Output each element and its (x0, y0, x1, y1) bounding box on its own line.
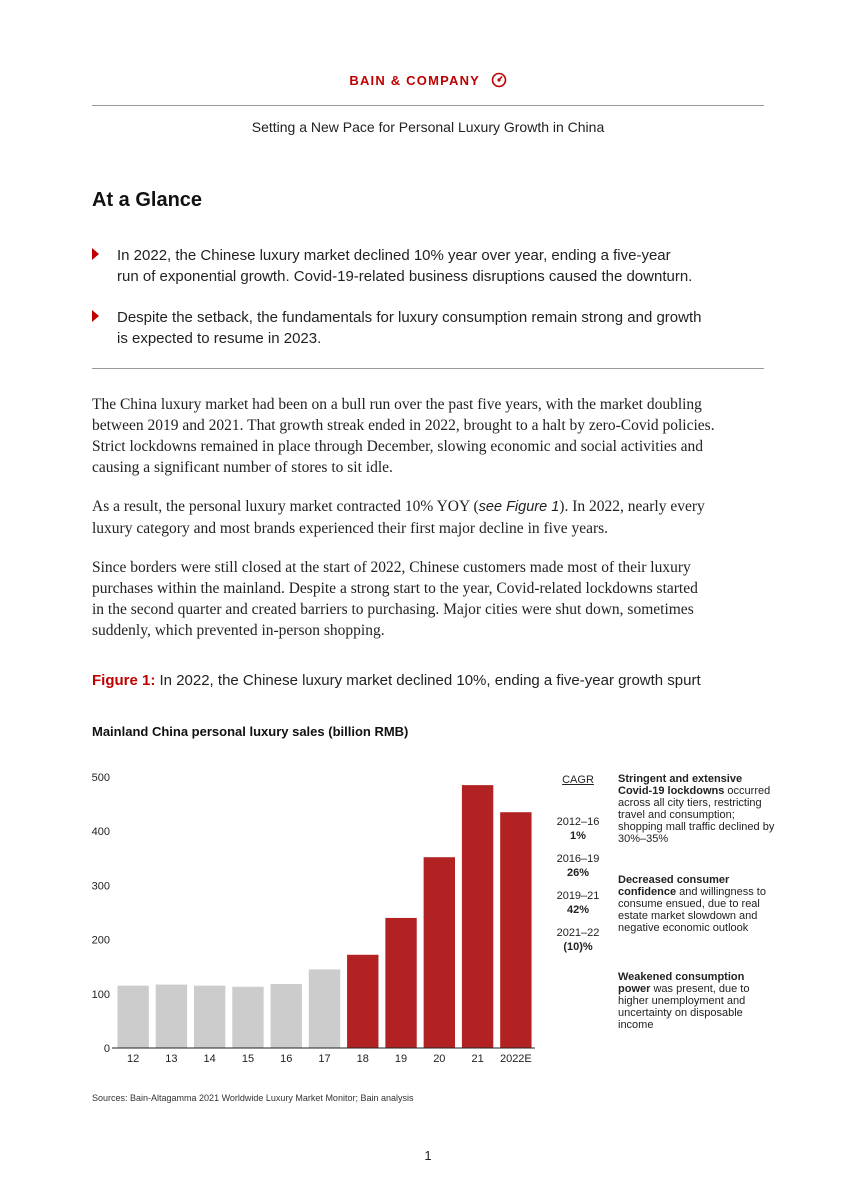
bar-2022E (500, 812, 531, 1048)
note-heading: Decreased consumer confidence (618, 874, 730, 898)
bullet-line: Despite the setback, the fundamentals for luxury consumption remain strong and growth (117, 309, 702, 326)
paragraph-line: purchases within the mainland. Despite a strong start to the year, Covid-related lockdowns started (92, 580, 698, 597)
bar-13 (156, 985, 187, 1048)
bullet-arrow-icon (92, 310, 99, 322)
note-heading: Weakened consumption power (618, 971, 745, 995)
note-text: and willingness to consume ensued, due to real estate market slowdown and negative economic outlook (618, 886, 766, 934)
cagr-period: 2021–22 (556, 927, 600, 939)
cagr-header: CAGR (562, 774, 594, 786)
glance-bullet (92, 307, 732, 349)
x-tick-label: 18 (356, 1053, 369, 1065)
y-tick-label: 0 (103, 1043, 110, 1055)
note-text: was present, due to higher unemployment and uncertainty on disposable income (618, 983, 750, 1031)
bar-chart (80, 760, 540, 1070)
cagr-entry (538, 852, 618, 880)
figure-caption-text: In 2022, the Chinese luxury market declined 10%, ending a five-year growth spurt (159, 672, 701, 689)
paragraph-line: luxury category and most brands experienced their first major decline in five years. (92, 520, 609, 537)
x-tick-label: 16 (280, 1053, 293, 1065)
chart-sources: Sources: Bain-Altagamma 2021 Worldwide Luxury Market Monitor; Bain analysis (92, 1093, 414, 1103)
chart-note (618, 773, 778, 845)
chart-note (618, 971, 778, 1031)
x-tick-label: 20 (433, 1053, 446, 1065)
paragraph-line: Strict lockdowns remained in place through December, slowing economic and social activities and (92, 438, 704, 455)
x-tick-label: 21 (471, 1053, 484, 1065)
text-run: ). In 2022, nearly every (559, 498, 705, 515)
text-run: As a result, the personal luxury market contracted 10% YOY ( (92, 498, 479, 515)
paragraph-3 (92, 557, 768, 641)
paragraph-line (92, 496, 768, 518)
paragraph-line: The China luxury market had been on a bull run over the past five years, with the market doubling (92, 396, 702, 413)
x-tick-label: 15 (241, 1053, 255, 1065)
glance-bullet (92, 245, 732, 287)
brand-header (0, 72, 856, 91)
figure-label: Figure 1: (92, 672, 156, 689)
cagr-entry (538, 926, 618, 954)
paragraph-line: suddenly, which prevented in-person shopping. (92, 622, 385, 639)
cagr-entry (538, 815, 618, 843)
chart-title: Mainland China personal luxury sales (billion RMB) (92, 724, 409, 739)
bullet-line: run of exponential growth. Covid-19-related business disruptions caused the downturn. (117, 268, 693, 285)
cagr-value: 26% (566, 867, 590, 879)
bar-14 (194, 986, 225, 1048)
paragraph-line: between 2019 and 2021. That growth streak ended in 2022, brought to a halt by zero-Covid policies. (92, 417, 715, 434)
bar-12 (117, 986, 148, 1048)
paragraph-1 (92, 394, 768, 478)
cagr-period: 2016–19 (556, 853, 600, 865)
paragraph-line: causing a significant number of stores to sit idle. (92, 459, 393, 476)
figure-reference: see Figure 1 (478, 499, 560, 515)
y-tick-label: 200 (91, 934, 110, 947)
bar-15 (232, 987, 263, 1048)
cagr-entry (538, 889, 618, 917)
bullet-line: In 2022, the Chinese luxury market declined 10% year over year, ending a five-year (117, 247, 671, 264)
header-divider (92, 105, 764, 106)
chart-note (618, 874, 778, 934)
paragraph-line: Since borders were still closed at the start of 2022, Chinese customers made most of their luxury (92, 559, 691, 576)
section-divider (92, 368, 764, 369)
x-tick-label: 12 (127, 1053, 140, 1065)
document-title: Setting a New Pace for Personal Luxury Growth in China (251, 119, 605, 135)
bar-16 (271, 984, 302, 1048)
cagr-value: 42% (566, 904, 590, 916)
cagr-period: 2019–21 (556, 890, 600, 902)
cagr-value: 1% (570, 830, 586, 842)
figure-caption (92, 672, 701, 689)
note-text: occurred across all city tiers, restricting travel and consumption; shopping mall traffic declined by 30%–35% (618, 785, 775, 845)
x-tick-label: 13 (165, 1053, 178, 1065)
bar-18 (347, 955, 378, 1048)
y-tick-label: 400 (91, 826, 110, 839)
cagr-period: 2012–16 (556, 816, 600, 828)
y-tick-label: 500 (91, 772, 110, 784)
paragraph-line: in the second quarter and created barriers to purchasing. Major cities were shut down, sometimes (92, 601, 694, 618)
note-heading: Stringent and extensive Covid-19 lockdowns (618, 773, 743, 797)
x-tick-label: 14 (203, 1053, 216, 1065)
section-title: At a Glance (92, 189, 203, 211)
bullet-arrow-icon (92, 248, 99, 260)
x-tick-label: 2022E (499, 1053, 532, 1065)
y-tick-label: 100 (91, 988, 110, 1001)
x-tick-label: 17 (318, 1053, 331, 1065)
bar-19 (385, 918, 416, 1048)
bar-17 (309, 969, 340, 1048)
brand-name: BAIN & COMPANY (349, 72, 480, 88)
bar-21 (462, 785, 493, 1048)
bain-circle-logo-icon (491, 72, 507, 91)
bullet-line: is expected to resume in 2023. (117, 330, 322, 347)
bar-20 (424, 857, 455, 1048)
x-tick-label: 19 (394, 1053, 408, 1065)
y-tick-label: 300 (91, 880, 110, 893)
paragraph-2 (92, 496, 768, 539)
cagr-value: (10)% (563, 941, 593, 953)
page-number: 1 (424, 1148, 432, 1163)
